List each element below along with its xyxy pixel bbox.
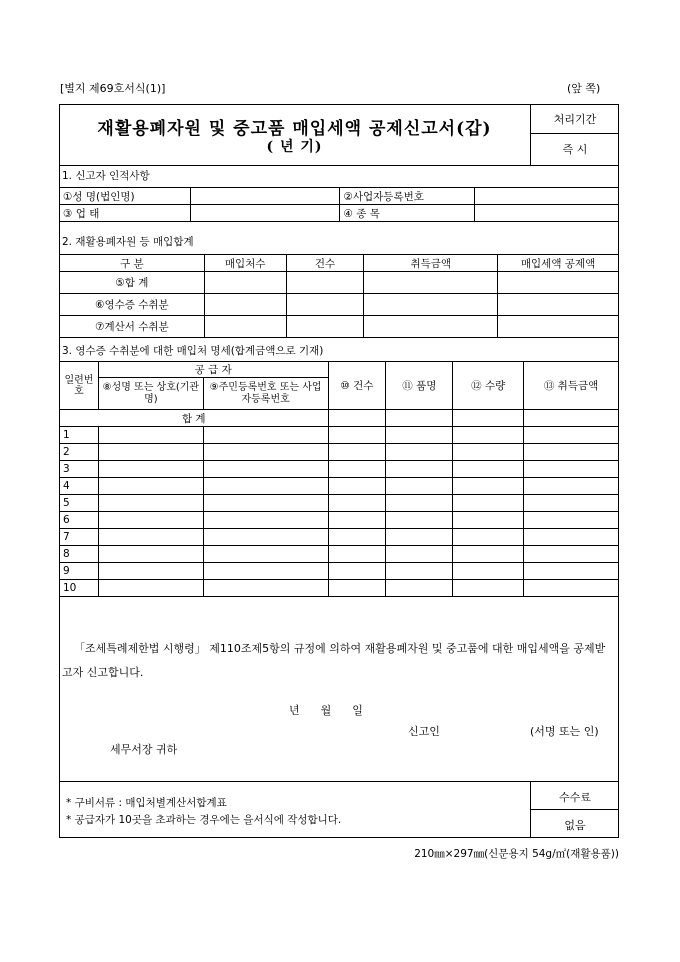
declaration-text: 「조세특례제한법 시행령」 제110조제5항의 규정에 의하여 재활용폐자원 및 중고품에 대한 매입세액을 공제받고자 신고합니다. [62, 642, 606, 679]
table-row [60, 272, 619, 294]
row-number: 6 [60, 512, 99, 529]
row-number: 9 [60, 563, 99, 580]
section2-heading: 2. 재활용폐자원 등 매입합계 [62, 236, 194, 248]
total-label: 합 계 [60, 410, 329, 427]
table-row [60, 316, 619, 338]
table-row [60, 444, 619, 461]
applicant-table [59, 187, 619, 222]
item-field[interactable] [475, 205, 619, 222]
name-field[interactable] [190, 188, 340, 205]
table-row [60, 580, 619, 597]
purchase-total-table [59, 254, 619, 338]
table-row [60, 478, 619, 495]
row-number: 1 [60, 427, 99, 444]
section3-heading: 3. 영수증 수취분에 대한 매입처 명세(합계금액으로 기재) [62, 345, 324, 357]
form-title: 재활용폐자원 및 중고품 매입세액 공제신고서(갑) [97, 119, 492, 139]
addressee: 세무서장 귀하 [110, 743, 178, 756]
table-row [60, 529, 619, 546]
declaration-date: 년 월 일 [289, 704, 363, 717]
processing-label: 처리기간 [553, 113, 597, 126]
section1-heading: 1. 신고자 인적사항 [62, 170, 150, 182]
supplier-detail-table [59, 361, 619, 597]
row-number: 3 [60, 461, 99, 478]
footer-note-2: * 공급자가 10곳을 초과하는 경우에는 을서식에 작성합니다. [66, 814, 342, 826]
header-amount: 취득금액 [364, 255, 498, 272]
bizno-field[interactable] [475, 188, 619, 205]
row-number: 4 [60, 478, 99, 495]
table-row [60, 495, 619, 512]
header-seq: 일련번호 [60, 362, 99, 410]
total-row [60, 410, 619, 427]
form-number: [별지 제69호서식(1)] [60, 82, 166, 95]
item-label: ④ 종 목 [340, 205, 475, 222]
row-number: 7 [60, 529, 99, 546]
table-row [60, 546, 619, 563]
page-side: (앞 쪽) [567, 82, 601, 95]
name-label: ①성 명(법인명) [60, 188, 191, 205]
business-field[interactable] [190, 205, 340, 222]
form-period: ( 년 기) [266, 139, 323, 155]
business-label: ③ 업 태 [60, 205, 191, 222]
table-row [60, 563, 619, 580]
header-count: 건수 [286, 255, 364, 272]
row-label: ⑦계산서 수취분 [60, 316, 205, 338]
signature-label: (서명 또는 인) [530, 725, 599, 738]
declarant-label: 신고인 [408, 725, 440, 738]
header-count: ⑩ 건수 [328, 362, 386, 410]
row-label: ⑥영수증 수취분 [60, 294, 205, 316]
fee-value: 없음 [564, 819, 586, 832]
row-label: ⑤합 계 [60, 272, 205, 294]
header-category: 구 분 [60, 255, 205, 272]
header-supplier: 공 급 자 [98, 362, 328, 378]
paper-spec: 210㎜×297㎜(신문용지 54g/㎡(재활용품)) [414, 848, 619, 860]
row-number: 8 [60, 546, 99, 563]
bizno-label: ②사업자등록번호 [340, 188, 475, 205]
table-row [60, 512, 619, 529]
header-supplier-name: ⑧성명 또는 상호(기관명) [98, 378, 203, 410]
row-number: 10 [60, 580, 99, 597]
row-number: 5 [60, 495, 99, 512]
row-number: 2 [60, 444, 99, 461]
table-row [60, 427, 619, 444]
fee-label: 수수료 [559, 791, 591, 804]
table-row [60, 294, 619, 316]
header-amount: ⑬ 취득금액 [524, 362, 619, 410]
header-deduction: 매입세액 공제액 [498, 255, 619, 272]
header-qty: ⑫ 수량 [453, 362, 524, 410]
footer-note-1: * 구비서류 : 매입처별계산서합계표 [66, 797, 227, 809]
header-supplier-id: ⑨주민등록번호 또는 사업자등록번호 [203, 378, 328, 410]
processing-value: 즉 시 [562, 143, 588, 156]
header-item: ⑪ 품명 [386, 362, 453, 410]
table-row [60, 461, 619, 478]
header-vendors: 매입처수 [204, 255, 286, 272]
